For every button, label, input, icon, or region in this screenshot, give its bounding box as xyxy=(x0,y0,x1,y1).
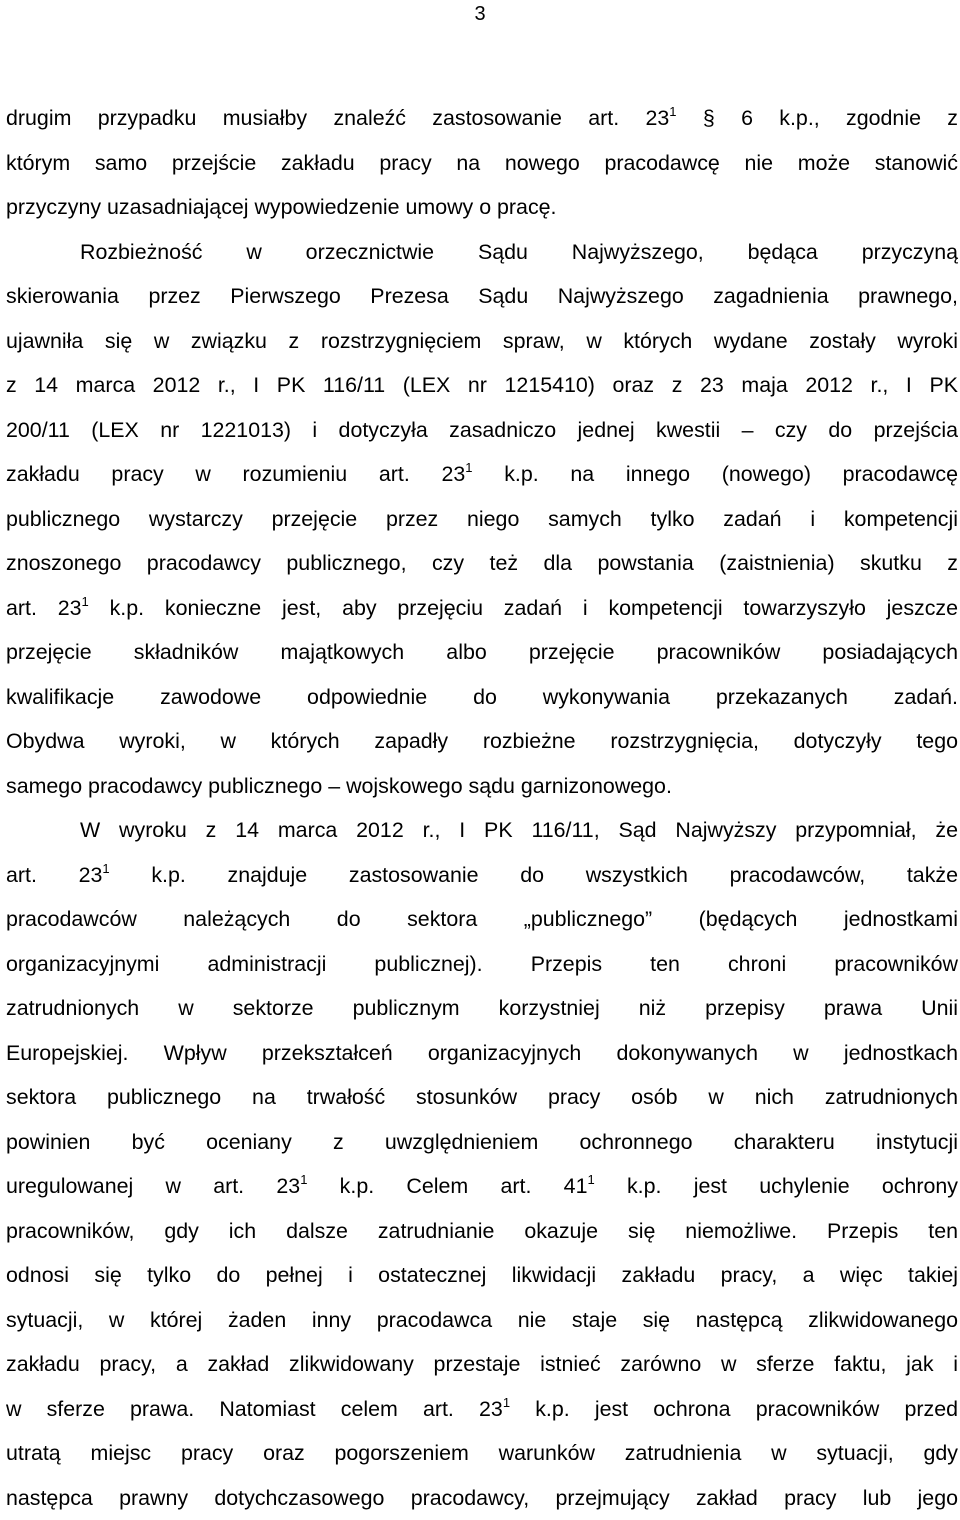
text-line: odnosi się tylko do pełnej i ostatecznej likwidacji zakładu pracy, a więc takiej xyxy=(6,1253,958,1298)
text-line: zakładu pracy, a zakład zlikwidowany przestaje istnieć zarówno w sferze faktu, jak i xyxy=(6,1342,958,1387)
text-line: skierowania przez Pierwszego Prezesa Sądu Najwyższego zagadnienia prawnego, xyxy=(6,274,958,319)
text-line: pracowników, gdy ich dalsze zatrudnianie okazuje się niemożliwe. Przepis ten xyxy=(6,1209,958,1254)
text-line: powinien być oceniany z uwzględnieniem ochronnego charakteru instytucji xyxy=(6,1120,958,1165)
text-line: przejęcie składników majątkowych albo przejęcie pracowników posiadających xyxy=(6,630,958,675)
text-line: 200/11 (LEX nr 1221013) i dotyczyła zasadniczo jednej kwestii – czy do przejścia xyxy=(6,408,958,453)
text-line: art. $23^1$ k.p. znajduje zastosowanie do wszystkich pracodawców, także xyxy=(6,853,958,898)
text-line: sytuacji, w której żaden inny pracodawca nie staje się następcą zlikwidowanego xyxy=(6,1298,958,1343)
text-line: utratą miejsc pracy oraz pogorszeniem warunków zatrudnienia w sytuacji, gdy xyxy=(6,1431,958,1476)
text-line: art. $23^1$ k.p. konieczne jest, aby przejęciu zadań i kompetencji towarzyszyło jeszcze xyxy=(6,586,958,631)
text-line: uregulowanej w art. $23^1$ k.p. Celem art. $41^1$ k.p. jest uchylenie ochrony xyxy=(6,1164,958,1209)
text-line: publicznego wystarczy przejęcie przez niego samych tylko zadań i kompetencji xyxy=(6,497,958,542)
text-line: sektora publicznego na trwałość stosunków pracy osób w nich zatrudnionych xyxy=(6,1075,958,1120)
text-line: Rozbieżność w orzecznictwie Sądu Najwyższego, będąca przyczyną xyxy=(6,230,958,275)
text-line: z 14 marca 2012 r., I PK 116/11 (LEX nr 1215410) oraz z 23 maja 2012 r., I PK xyxy=(6,363,958,408)
text-line: Obydwa wyroki, w których zapadły rozbieżne rozstrzygnięcia, dotyczyły tego xyxy=(6,719,958,764)
text-line: kwalifikacje zawodowe odpowiednie do wykonywania przekazanych zadań. xyxy=(6,675,958,720)
text-line: zatrudnionych w sektorze publicznym korzystniej niż przepisy prawa Unii xyxy=(6,986,958,1031)
text-line: pracodawców należących do sektora „publicznego” (będących jednostkami xyxy=(6,897,958,942)
text-line: następca prawny dotychczasowego pracodawcy, przejmujący zakład pracy lub jego xyxy=(6,1476,958,1520)
text-line: samego pracodawcy publicznego – wojskowego sądu garnizonowego. xyxy=(6,764,958,809)
text-line: organizacyjnymi administracji publicznej). Przepis ten chroni pracowników xyxy=(6,942,958,987)
text-line: zakładu pracy w rozumieniu art. $23^1$ k.p. na innego (nowego) pracodawcę xyxy=(6,452,958,497)
text-line: znoszonego pracodawcy publicznego, czy też dla powstania (zaistnienia) skutku z xyxy=(6,541,958,586)
text-line: którym samo przejście zakładu pracy na nowego pracodawcę nie może stanowić xyxy=(6,141,958,186)
text-line: Europejskiej. Wpływ przekształceń organizacyjnych dokonywanych w jednostkach xyxy=(6,1031,958,1076)
document-body xyxy=(6,96,958,1520)
text-line: ujawniła się w związku z rozstrzygnięciem spraw, w których wydane zostały wyroki xyxy=(6,319,958,364)
text-line: w sferze prawa. Natomiast celem art. $23^1$ k.p. jest ochrona pracowników przed xyxy=(6,1387,958,1432)
text-line: W wyroku z 14 marca 2012 r., I PK 116/11, Sąd Najwyższy przypomniał, że xyxy=(6,808,958,853)
page-number: 3 xyxy=(0,2,960,26)
text-line: drugim przypadku musiałby znaleźć zastosowanie art. $23^1$ § 6 k.p., zgodnie z xyxy=(6,96,958,141)
text-line: przyczyny uzasadniającej wypowiedzenie umowy o pracę. xyxy=(6,185,958,230)
